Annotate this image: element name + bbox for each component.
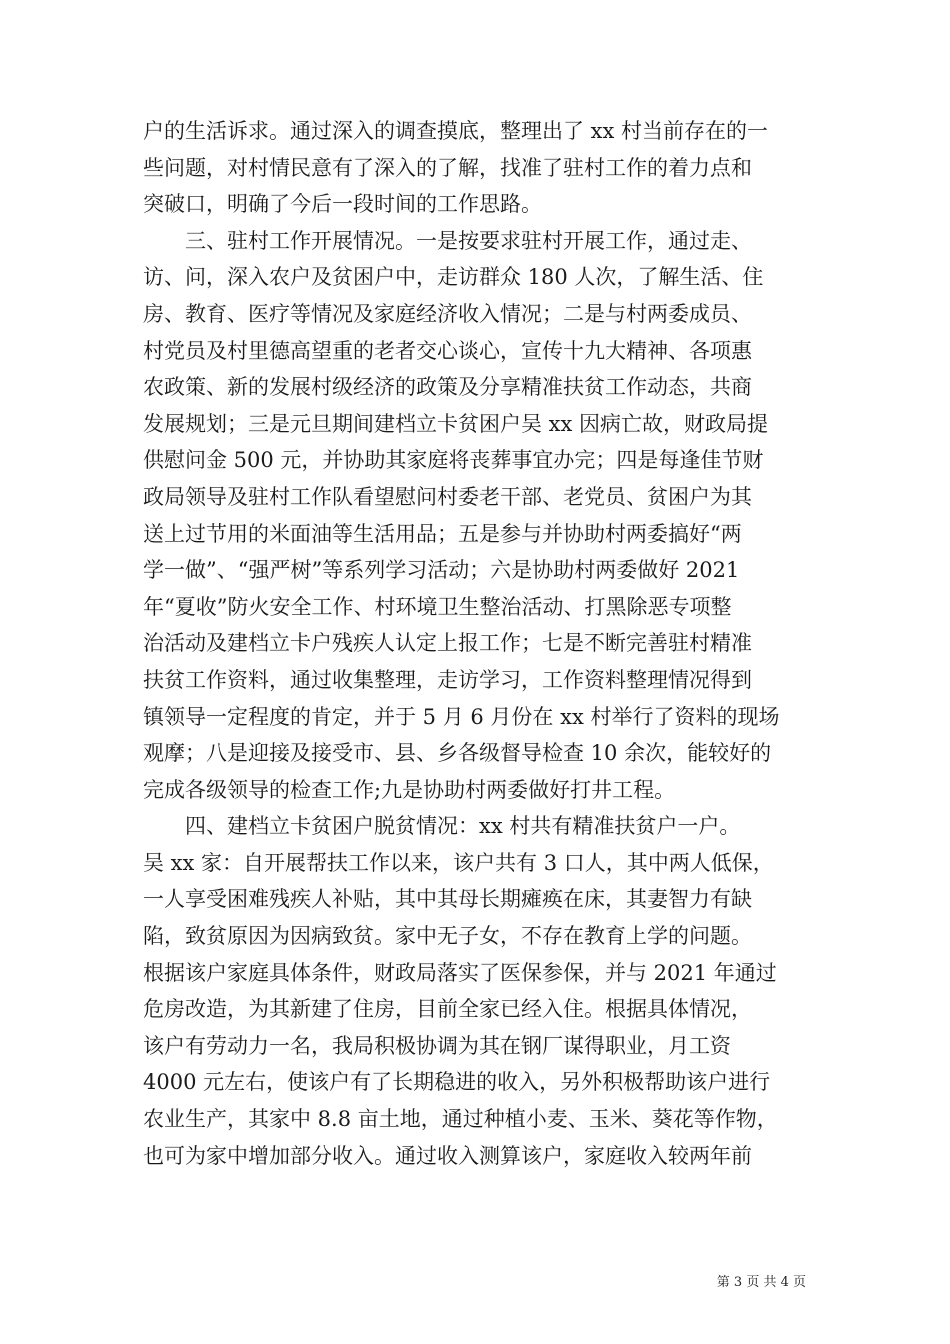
text-line: 镇领导一定程度的肯定，并于 5 月 6 月份在 xx 村举行了资料的现场 [143,704,780,729]
text-line: 治活动及建档立卡户残疾人认定上报工作；七是不断完善驻村精准 [143,631,752,656]
text-line: 4000 元左右，使该户有了长期稳进的收入，另外积极帮助该户进行 [143,1070,771,1095]
text-line: 一人享受困难残疾人补贴，其中其母长期瘫痪在床，其妻智力有缺 [143,887,752,912]
text-line: 政局领导及驻村工作队看望慰问村委老干部、老党员、贫困户为其 [143,484,752,509]
text-line: 房、教育、医疗等情况及家庭经济收入情况；二是与村两委成员、 [143,301,752,326]
text-line: 送上过节用的米面油等生活用品；五是参与并协助村两委搞好“两 [143,521,742,546]
section-four-heading-line: 四、建档立卡贫困户脱贫情况：xx 村共有精准扶贫户一户。 [143,814,741,839]
text-line: 访、问，深入农户及贫困户中，走访群众 180 人次，了解生活、住 [143,265,764,290]
text-line: 发展规划；三是元旦期间建档立卡贫困户吴 xx 因病亡故，财政局提 [143,411,769,436]
text-line: 该户有劳动力一名，我局积极协调为其在钢厂谋得职业，月工资 [143,1033,731,1058]
text-line: 扶贫工作资料，通过收集整理，走访学习，工作资料整理情况得到 [143,667,752,692]
text-line: 吴 xx 家：自开展帮扶工作以来，该户共有 3 口人，其中两人低保， [143,850,774,875]
page-number-footer: 第 3 页 共 4 页 [716,1275,806,1290]
text-line: 观摩；八是迎接及接受市、县、乡各级督导检查 10 余次，能较好的 [143,741,772,766]
text-line: 完成各级领导的检查工作;九是协助村两委做好打井工程。 [143,777,676,802]
text-line: 学一做”、“强严树”等系列学习活动；六是协助村两委做好 2021 [143,558,740,583]
text-line: 些问题，对村情民意有了深入的了解，找准了驻村工作的着力点和 [143,155,752,180]
section-three-heading-line: 三、驻村工作开展情况。一是按要求驻村开展工作，通过走、 [143,228,752,253]
text-line: 农政策、新的发展村级经济的政策及分享精准扶贫工作动态，共商 [143,375,752,400]
text-line: 年“夏收”防火安全工作、村环境卫生整治活动、打黑除恶专项整 [143,594,732,619]
text-line: 根据该户家庭具体条件，财政局落实了医保参保，并与 2021 年通过 [143,960,777,985]
text-line: 户的生活诉求。通过深入的调查摸底，整理出了 xx 村当前存在的一 [143,119,769,143]
text-line: 危房改造，为其新建了住房，目前全家已经入住。根据具体情况， [143,997,752,1022]
text-line: 突破口，明确了今后一段时间的工作思路。 [143,192,542,217]
document-body [143,113,815,1174]
text-line: 农业生产，其家中 8.8 亩土地，通过种植小麦、玉米、葵花等作物， [143,1107,778,1132]
text-line: 供慰问金 500 元，并协助其家庭将丧葬事宜办完；四是每逢佳节财 [143,448,764,473]
text-line: 也可为家中增加部分收入。通过收入测算该户，家庭收入较两年前 [143,1143,752,1168]
text-line: 村党员及村里德高望重的老者交心谈心，宣传十九大精神、各项惠 [143,338,752,363]
text-line: 陷，致贫原因为因病致贫。家中无子女，不存在教育上学的问题。 [143,924,752,949]
